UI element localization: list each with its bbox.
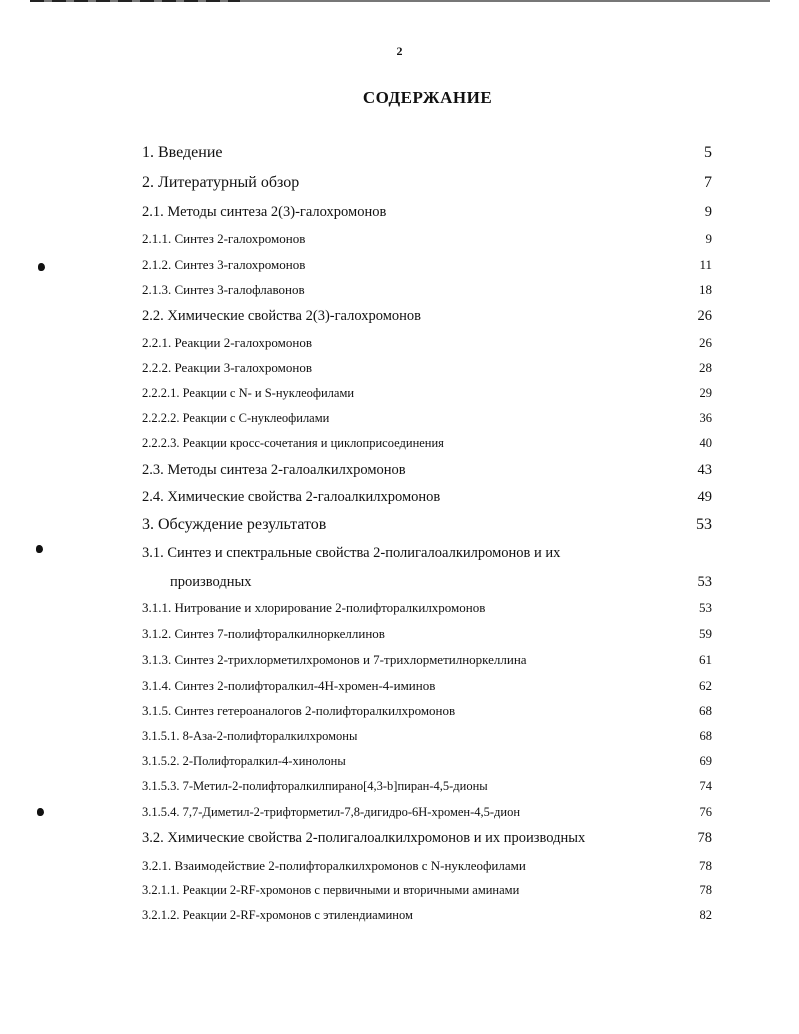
toc-entry-text: 2.1.1. Синтез 2-галохромонов [142,231,306,246]
toc-entry[interactable] [142,204,712,226]
toc-entry[interactable] [142,779,712,801]
toc-entry-page: 82 [699,908,712,922]
toc-entry-text: 2.3. Методы синтеза 2-галоалкилхромонов [142,462,406,478]
toc-entry[interactable] [142,308,712,330]
scan-hole-mark [38,263,45,271]
toc-entry-page: 78 [697,830,712,846]
toc-entry-page: 76 [699,805,712,819]
toc-entry[interactable] [142,335,712,357]
toc-entry-text: 3.1.5.4. 7,7-Диметил-2-трифторметил-7,8-дигидро-6H-хромен-4,5-дион [142,805,521,819]
toc-entry-page: 53 [696,516,712,533]
toc-entry-page: 53 [699,600,712,615]
scan-hole-mark [36,545,43,553]
toc-entry-text: 3.1.5. Синтез гетероаналогов 2-полифторалкилхромонов [142,703,456,718]
toc-entry-text: 3.1.5.2. 2-Полифторалкил-4-хинолоны [142,754,346,768]
toc-entry-page: 68 [699,703,712,718]
toc-entry[interactable] [142,805,712,827]
toc-entry[interactable] [142,516,712,538]
toc-entry-page: 78 [699,883,712,897]
toc-entry[interactable] [142,144,712,166]
toc-entry[interactable] [142,282,712,304]
toc-entry-text: 2.2.2.3. Реакции кросс-сочетания и циклоприсоединения [142,436,444,450]
toc-entry[interactable] [170,574,712,596]
toc-entry-page: 11 [699,257,712,272]
toc-entry[interactable] [142,231,712,253]
toc-entry-page: 9 [704,204,712,220]
toc-entry-page: 36 [699,411,712,425]
toc-entry-text: 2. Литературный обзор [142,174,300,191]
toc-entry-page: 29 [699,386,712,400]
toc-entry-text: 3.1.5.3. 7-Метил-2-полифторалкилпирано[4,3-b]пиран-4,5-дионы [142,779,488,793]
toc-entry-page: 9 [705,231,712,246]
toc-entry[interactable] [142,678,712,700]
page-number: 2 [396,44,403,58]
toc-entry-text: 2.2.1. Реакции 2-галохромонов [142,335,312,350]
toc-entry-text: 2.2.2. Реакции 3-галохромонов [142,360,312,375]
toc-entry-text: 3.1.2. Синтез 7-полифторалкилноркеллинов [142,626,385,641]
toc-entry-text: 2.1.2. Синтез 3-галохромонов [142,257,306,272]
toc-entry[interactable] [142,703,712,725]
toc-entry-text: 2.1. Методы синтеза 2(3)-галохромонов [142,204,387,220]
toc-entry-text: 3.1.3. Синтез 2-трихлорметилхромонов и 7-трихлорметилноркеллина [142,652,527,667]
toc-entry-page: 7 [704,174,712,191]
toc-entry-text: 2.2.2.1. Реакции с N- и S-нуклеофилами [142,386,355,400]
toc-entry-page: 40 [699,436,712,450]
toc-entry[interactable] [142,600,712,622]
toc-entry-text: 3.1. Синтез и спектральные свойства 2-полигалоалкилромонов и их [142,545,561,561]
toc-entry[interactable] [142,174,712,196]
toc-entry[interactable] [142,729,712,751]
toc-entry-page: 61 [699,652,712,667]
toc-entry-text: 3.2.1.2. Реакции 2-RF-хромонов с этилендиамином [142,908,413,922]
toc-entry-text: 2.1.3. Синтез 3-галофлавонов [142,282,305,297]
toc-entry-page: 69 [699,754,712,768]
toc-entry-text: 2.2. Химические свойства 2(3)-галохромонов [142,308,421,324]
toc-entry-text: производных [170,574,252,590]
toc-entry-page: 49 [697,489,712,505]
toc-entry-page: 74 [699,779,712,793]
toc-entry-page: 78 [699,858,712,873]
toc-entry-text: 3.1.1. Нитрование и хлорирование 2-полифторалкилхромонов [142,600,486,615]
scan-hole-mark [37,808,44,816]
toc-entry-text: 3.1.4. Синтез 2-полифторалкил-4H-хромен-4-иминов [142,678,436,693]
toc-entry[interactable] [142,411,712,433]
toc-entry[interactable] [142,545,712,567]
toc-entry-page: 28 [699,360,712,375]
toc-entry[interactable] [142,754,712,776]
toc-entry[interactable] [142,652,712,674]
toc-entry[interactable] [142,360,712,382]
toc-entry[interactable] [142,626,712,648]
toc-entry-page: 43 [697,462,712,478]
toc-entry-page: 26 [697,308,712,324]
toc-entry-text: 3.2. Химические свойства 2-полигалоалкилхромонов и их производных [142,830,586,846]
toc-entry-text: 2.2.2.2. Реакции с C-нуклеофилами [142,411,330,425]
toc-entry-page: 59 [699,626,712,641]
toc-entry-page: 18 [699,282,712,297]
toc-entry[interactable] [142,386,712,408]
toc-entry-page: 62 [699,678,712,693]
toc-entry[interactable] [142,257,712,279]
toc-entry[interactable] [142,858,712,880]
toc-entry-text: 3.2.1. Взаимодействие 2-полифторалкилхромонов с N-нуклеофилами [142,858,526,873]
toc-entry-text: 2.4. Химические свойства 2-галоалкилхромонов [142,489,441,505]
toc-entry-text: 3.2.1.1. Реакции 2-RF-хромонов с первичными и вторичными аминами [142,883,520,897]
toc-entry-text: 3. Обсуждение результатов [142,516,327,533]
toc-entry-page: 5 [704,144,712,161]
toc-entry[interactable] [142,462,712,484]
toc-entry[interactable] [142,883,712,905]
toc-entry[interactable] [142,436,712,458]
toc-entry-text: 3.1.5.1. 8-Аза-2-полифторалкилхромоны [142,729,358,743]
toc-entry-text: 1. Введение [142,144,223,161]
toc-entry-page: 68 [699,729,712,743]
toc-entry-page: 53 [697,574,712,590]
toc-entry-page: 26 [699,335,712,350]
toc-entry[interactable] [142,489,712,511]
toc-entry[interactable] [142,908,712,930]
page-title: СОДЕРЖАНИЕ [362,88,493,107]
toc-entry[interactable] [142,830,712,852]
